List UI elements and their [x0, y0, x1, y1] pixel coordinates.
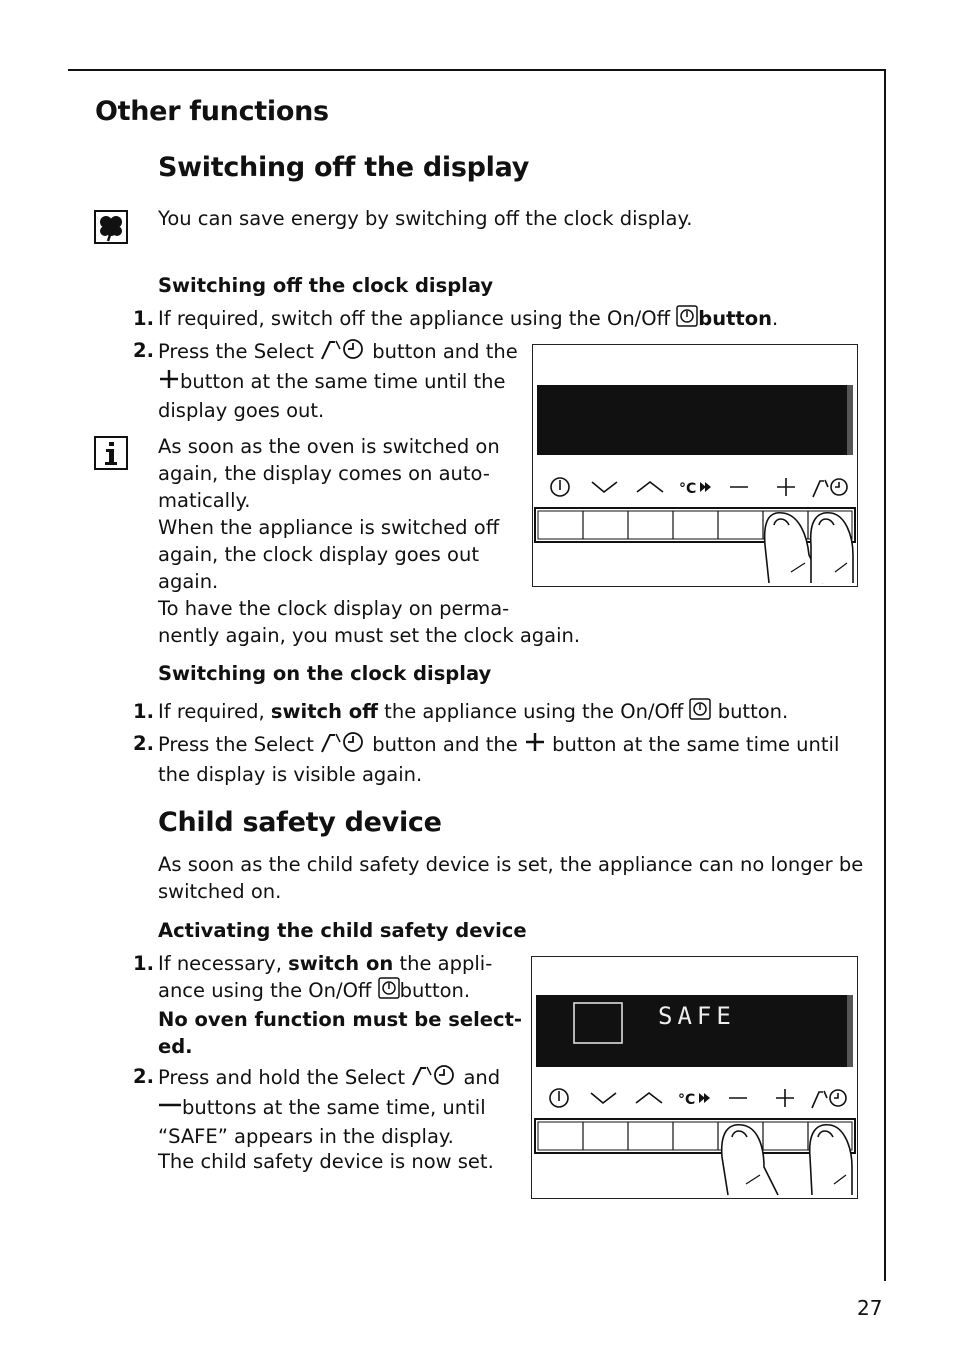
step-text: button at the same time until: [552, 733, 840, 756]
step-text: Press the Select: [158, 340, 314, 363]
step-text-bold: ed.: [158, 1035, 193, 1058]
clock-on-step-1: [158, 698, 788, 727]
step-text: .: [772, 307, 779, 330]
step-text: Press the Select: [158, 733, 314, 756]
section-title: Other functions: [95, 96, 329, 127]
info-line: nently again, you must set the clock again.: [158, 624, 581, 647]
step-number: 2.: [133, 1065, 154, 1088]
info-line: matically.: [158, 489, 251, 512]
clock-off-subheading: Switching off the clock display: [158, 274, 494, 297]
step-text: Press and hold the Select: [158, 1066, 406, 1089]
clock-on-subheading: Switching on the clock display: [158, 662, 492, 685]
minus-icon: [158, 1094, 182, 1123]
child-safety-heading: Child safety device: [158, 807, 442, 838]
child-safety-intro: [158, 851, 864, 905]
step-text-bold: button: [698, 307, 772, 330]
clock-on-step-2: [158, 730, 858, 788]
control-panel-safe-illustration: [531, 956, 858, 1199]
energy-note: You can save energy by switching off the clock display.: [158, 207, 693, 230]
right-rule: [884, 69, 886, 1281]
svg-text:°C: °C: [678, 1092, 696, 1108]
child-safety-subheading: Activating the child safety device: [158, 919, 527, 942]
select-clock-icon: [320, 730, 366, 761]
step-number: 1.: [133, 700, 154, 723]
display-off-heading: Switching off the display: [158, 152, 529, 183]
step-number: 1.: [133, 952, 154, 975]
power-icon: [676, 305, 698, 334]
step-text-bold: No oven function must be select-: [158, 1008, 522, 1031]
svg-text:°C: °C: [679, 481, 697, 497]
child-safety-result: The child safety device is now set.: [158, 1150, 494, 1173]
intro-line: switched on.: [158, 880, 282, 903]
step-text: If required,: [158, 700, 271, 723]
display-safe-text: SAFE: [658, 1002, 736, 1030]
step-text: ance using the On/Off: [158, 979, 372, 1002]
info-icon: [94, 436, 128, 474]
child-safety-step-2: [158, 1063, 518, 1150]
step-text-bold: switch off: [270, 700, 378, 723]
page-number: 27: [857, 1296, 883, 1320]
step-text: If necessary,: [158, 952, 289, 975]
intro-line: As soon as the child safety device is set, the appliance can no longer be: [158, 853, 864, 876]
step-text: button and the: [372, 340, 518, 363]
info-line: again, the display comes on auto-: [158, 462, 490, 485]
step-number: 1.: [133, 307, 154, 330]
step-text: the appli-: [393, 952, 493, 975]
step-text: button.: [717, 700, 789, 723]
step-text: button and the: [372, 733, 518, 756]
plus-icon: [158, 368, 180, 397]
step-number: 2.: [133, 339, 154, 362]
select-clock-icon: [320, 337, 366, 368]
select-clock-icon: [411, 1063, 457, 1094]
child-safety-step-1: [158, 950, 522, 1060]
control-panel-illustration: [532, 344, 858, 587]
step-text-bold: switch on: [288, 952, 394, 975]
step-text: If required, switch off the appliance using the On/Off: [158, 307, 671, 330]
step-text: “SAFE” appears in the display.: [158, 1125, 454, 1148]
plus-icon: [524, 731, 546, 760]
info-line: As soon as the oven is switched on: [158, 435, 500, 458]
power-icon: [689, 698, 711, 727]
info-line: To have the clock display on perma-: [158, 597, 510, 620]
power-icon: [378, 977, 400, 1006]
clover-icon: [94, 210, 128, 248]
clock-off-step-2: [158, 337, 518, 424]
step-text: buttons at the same time, until: [182, 1096, 486, 1119]
step-number: 2.: [133, 732, 154, 755]
info-line: again, the clock display goes out: [158, 543, 479, 566]
step-text: button at the same time until the: [180, 370, 506, 393]
step-text: the appliance using the On/Off: [377, 700, 684, 723]
top-rule: [68, 69, 886, 71]
step-text: and: [463, 1066, 501, 1089]
clock-off-step-1: [158, 305, 778, 334]
step-text: display goes out.: [158, 399, 325, 422]
step-text: the display is visible again.: [158, 763, 423, 786]
info-line: again.: [158, 570, 219, 593]
info-line: When the appliance is switched off: [158, 516, 500, 539]
step-text: button.: [399, 979, 471, 1002]
